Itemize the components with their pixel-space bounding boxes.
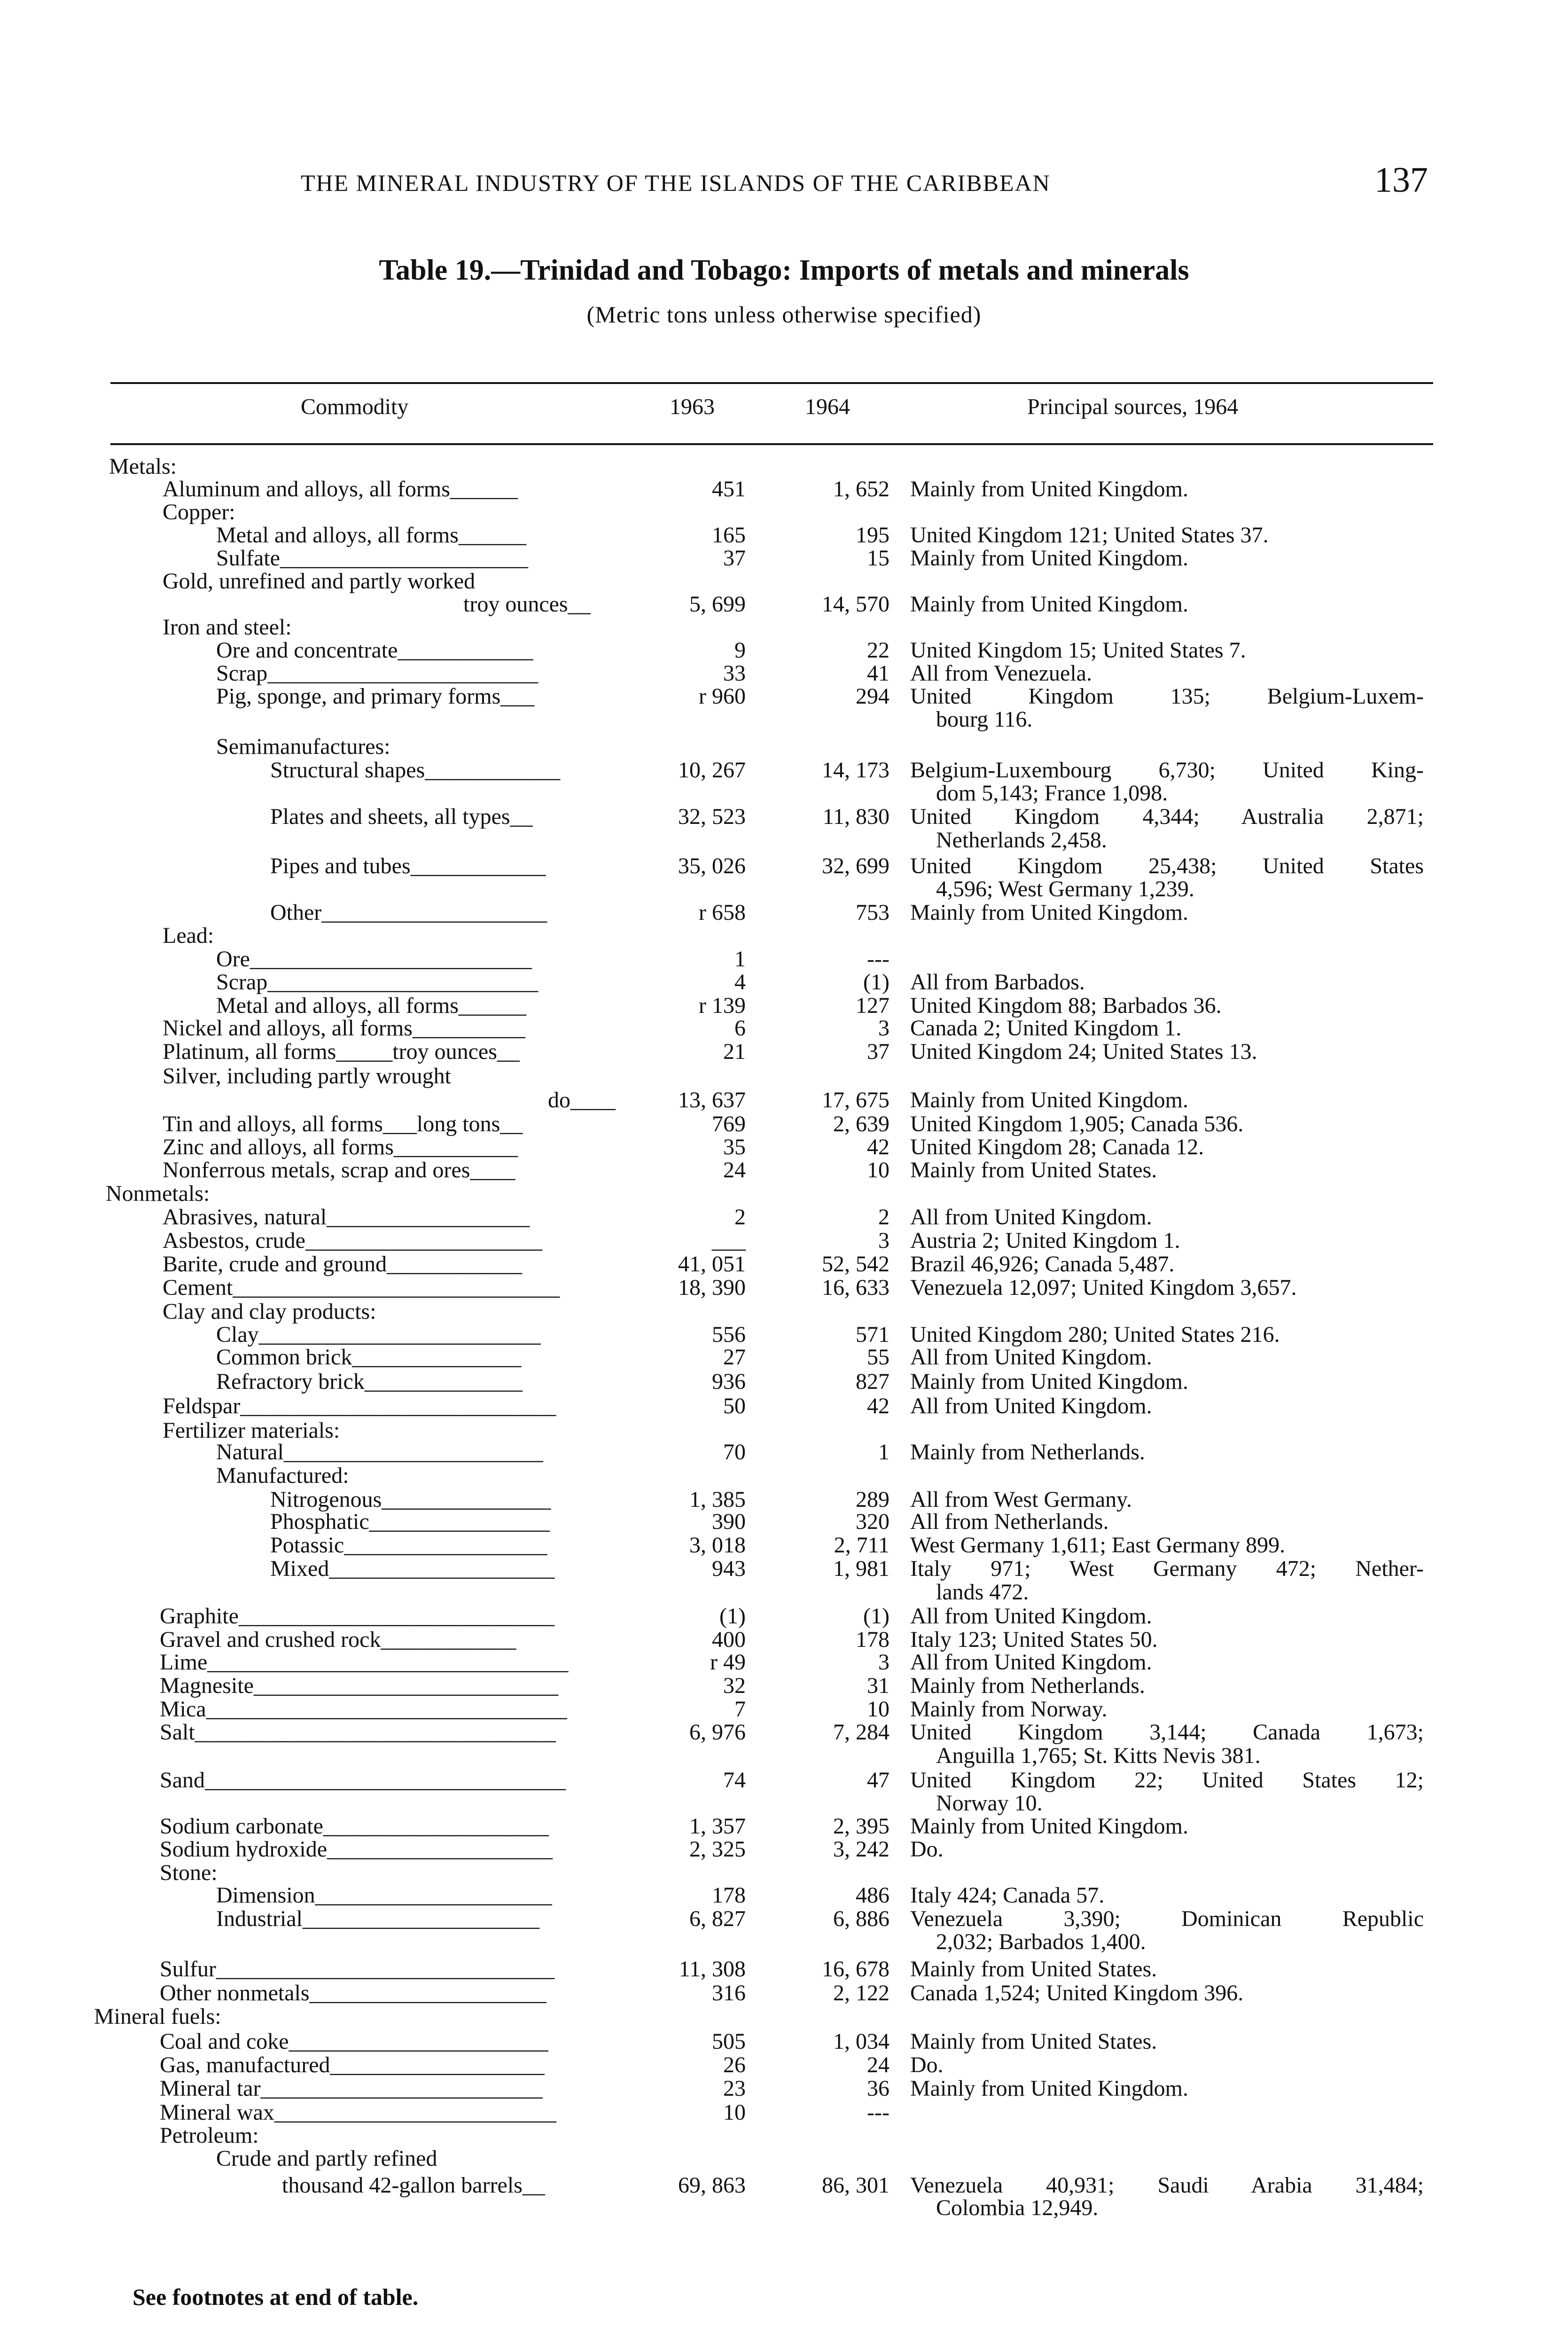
source-cell: Belgium-Luxembourg 6,730; United King- xyxy=(910,758,1424,783)
value-1963-cell: 936 xyxy=(712,1369,746,1394)
table-row xyxy=(0,1344,1568,1372)
value-1964-cell: 10 xyxy=(867,1697,889,1722)
value-1963-cell: 178 xyxy=(712,1883,746,1908)
commodity-cell: Coal and coke_______________________ xyxy=(160,2029,548,2054)
commodity-cell: Semimanufactures: xyxy=(216,734,390,759)
commodity-cell: Pig, sponge, and primary forms___ xyxy=(216,684,535,709)
value-1964-cell: 294 xyxy=(856,684,889,709)
value-1963-cell: 400 xyxy=(712,1627,746,1652)
commodity-cell: Sand________________________________ xyxy=(160,1768,566,1793)
value-1963-cell: 6, 827 xyxy=(689,1906,746,1931)
value-1964-cell: 3 xyxy=(878,1016,889,1041)
commodity-cell: Aluminum and alloys, all forms______ xyxy=(163,477,518,501)
commodity-cell: Barite, crude and ground____________ xyxy=(163,1252,523,1277)
value-1964-cell: 86, 301 xyxy=(822,2173,889,2198)
value-1963-cell: 4 xyxy=(734,970,746,995)
table-row xyxy=(0,2195,1568,2223)
value-1964-cell: 37 xyxy=(867,1039,889,1064)
source-cell: Brazil 46,926; Canada 5,487. xyxy=(910,1252,1175,1277)
source-cell: Italy 424; Canada 57. xyxy=(910,1883,1105,1908)
commodity-cell: Metal and alloys, all forms______ xyxy=(216,523,526,548)
commodity-cell: Gravel and crushed rock____________ xyxy=(160,1627,516,1652)
value-1964-cell: 1 xyxy=(878,1440,889,1465)
source-cell: All from United Kingdom. xyxy=(910,1205,1152,1230)
source-cell: Venezuela 3,390; Dominican Republic xyxy=(910,1906,1424,1931)
value-1964-cell: 31 xyxy=(867,1673,889,1698)
value-1963-cell: r 139 xyxy=(699,993,746,1018)
value-1964-cell: (1) xyxy=(863,970,889,995)
value-1963-cell: 165 xyxy=(712,523,746,548)
source-cell: Do. xyxy=(910,1837,944,1862)
commodity-cell: Mineral tar_________________________ xyxy=(160,2076,543,2101)
source-cell: 2,032; Barbados 1,400. xyxy=(936,1929,1146,1954)
table-row xyxy=(0,1369,1568,1397)
value-1964-cell: 42 xyxy=(867,1135,889,1159)
source-cell: lands 472. xyxy=(936,1580,1029,1605)
source-cell: Mainly from Norway. xyxy=(910,1697,1108,1722)
source-cell: Mainly from United Kingdom. xyxy=(910,1814,1188,1839)
commodity-cell: Asbestos, crude_____________________ xyxy=(163,1228,542,1253)
commodity-cell: Zinc and alloys, all forms___________ xyxy=(163,1135,518,1159)
commodity-cell: Platinum, all forms_____troy ounces__ xyxy=(163,1039,520,1064)
value-1963-cell: 10 xyxy=(723,2100,746,2125)
commodity-cell: Dimension_____________________ xyxy=(216,1883,552,1908)
commodity-cell: do____ xyxy=(548,1088,616,1112)
commodity-cell: Sulfur______________________________ xyxy=(160,1957,554,1982)
source-cell: All from West Germany. xyxy=(910,1487,1132,1512)
commodity-cell: Iron and steel: xyxy=(163,615,292,640)
commodity-cell: Mineral wax_________________________ xyxy=(160,2100,556,2125)
value-1964-cell: 289 xyxy=(856,1487,889,1512)
table-row xyxy=(0,1039,1568,1067)
top-rule xyxy=(110,382,1433,384)
source-cell: Mainly from United States. xyxy=(910,2029,1157,2054)
table-row xyxy=(0,1743,1568,1771)
source-cell: Colombia 12,949. xyxy=(936,2195,1099,2220)
table-row xyxy=(0,2004,1568,2032)
commodity-cell: Nitrogenous_______________ xyxy=(270,1487,551,1512)
commodity-cell: Clay and clay products: xyxy=(163,1299,376,1324)
value-1964-cell: 15 xyxy=(867,546,889,571)
source-cell: United Kingdom 28; Canada 12. xyxy=(910,1135,1204,1159)
footnote-reference: See footnotes at end of table. xyxy=(133,2284,419,2310)
value-1964-cell: 127 xyxy=(856,993,889,1018)
commodity-cell: Sulfate______________________ xyxy=(216,546,528,571)
commodity-cell: Lime________________________________ xyxy=(160,1650,569,1675)
value-1963-cell: 556 xyxy=(712,1322,746,1347)
source-cell: United Kingdom 4,344; Australia 2,871; xyxy=(910,804,1424,829)
source-cell: Mainly from United Kingdom. xyxy=(910,1369,1188,1394)
value-1964-cell: 571 xyxy=(856,1322,889,1347)
table-title: Table 19.—Trinidad and Tobago: Imports of metals and minerals xyxy=(379,254,1189,286)
commodity-cell: Tin and alloys, all forms___long tons__ xyxy=(163,1112,523,1136)
commodity-cell: Metals: xyxy=(109,454,177,479)
value-1964-cell: 2, 395 xyxy=(833,1814,889,1839)
commodity-cell: thousand 42-gallon barrels__ xyxy=(282,2173,545,2198)
commodity-cell: Mixed____________________ xyxy=(270,1556,555,1581)
commodity-cell: Cement_____________________________ xyxy=(163,1275,560,1300)
value-1964-cell: 1, 652 xyxy=(833,477,889,501)
value-1963-cell: 7 xyxy=(734,1697,746,1722)
commodity-cell: Sodium carbonate____________________ xyxy=(160,1814,549,1839)
table-row xyxy=(0,2146,1568,2174)
value-1964-cell: 10 xyxy=(867,1158,889,1183)
commodity-cell: Phosphatic________________ xyxy=(270,1509,550,1534)
value-1964-cell: 14, 570 xyxy=(822,592,889,617)
commodity-cell: Nonmetals: xyxy=(106,1181,210,1206)
source-cell: Austria 2; United Kingdom 1. xyxy=(910,1228,1180,1253)
value-1963-cell: 18, 390 xyxy=(678,1275,746,1300)
commodity-cell: troy ounces__ xyxy=(463,592,591,617)
value-1963-cell: 2 xyxy=(734,1205,746,1230)
source-cell: Mainly from United Kingdom. xyxy=(910,2076,1188,2101)
value-1963-cell: (1) xyxy=(719,1604,746,1629)
source-cell: Mainly from United Kingdom. xyxy=(910,900,1188,925)
value-1964-cell: 1, 981 xyxy=(833,1556,889,1581)
source-cell: All from United Kingdom. xyxy=(910,1345,1152,1370)
commodity-cell: Lead: xyxy=(163,923,214,948)
running-head: THE MINERAL INDUSTRY OF THE ISLANDS OF THE CARIBBEAN xyxy=(301,170,1051,196)
value-1964-cell: 827 xyxy=(856,1369,889,1394)
value-1964-cell: --- xyxy=(867,2100,889,2125)
value-1963-cell: 50 xyxy=(723,1394,746,1418)
commodity-cell: Salt________________________________ xyxy=(160,1720,556,1745)
table-subtitle: (Metric tons unless otherwise specified) xyxy=(586,301,982,328)
value-1963-cell: 32, 523 xyxy=(678,804,746,829)
commodity-cell: Refractory brick______________ xyxy=(216,1369,523,1394)
source-cell: 4,596; West Germany 1,239. xyxy=(936,877,1194,901)
value-1964-cell: 2, 639 xyxy=(833,1112,889,1136)
value-1964-cell: 6, 886 xyxy=(833,1906,889,1931)
value-1964-cell: 753 xyxy=(856,900,889,925)
value-1964-cell: 178 xyxy=(856,1627,889,1652)
value-1964-cell: 47 xyxy=(867,1768,889,1793)
commodity-cell: Mineral fuels: xyxy=(94,2004,221,2029)
value-1963-cell: 11, 308 xyxy=(679,1957,746,1982)
value-1964-cell: 17, 675 xyxy=(822,1088,889,1112)
source-cell: United Kingdom 15; United States 7. xyxy=(910,638,1246,663)
commodity-cell: Gold, unrefined and partly worked xyxy=(163,569,476,594)
source-cell: United Kingdom 25,438; United States xyxy=(910,854,1424,878)
source-cell: Italy 123; United States 50. xyxy=(910,1627,1158,1652)
source-cell: Mainly from United Kingdom. xyxy=(910,592,1188,617)
value-1963-cell: 2, 325 xyxy=(689,1837,746,1862)
value-1963-cell: 26 xyxy=(723,2052,746,2077)
commodity-cell: Mica________________________________ xyxy=(160,1697,567,1722)
commodity-cell: Structural shapes____________ xyxy=(270,758,561,783)
value-1963-cell: 5, 699 xyxy=(689,592,746,617)
value-1963-cell: 35 xyxy=(723,1135,746,1159)
value-1963-cell: 33 xyxy=(723,661,746,686)
value-1963-cell: 505 xyxy=(712,2029,746,2054)
source-cell: All from United Kingdom. xyxy=(910,1650,1152,1675)
commodity-cell: Ore_________________________ xyxy=(216,947,532,971)
value-1964-cell: 22 xyxy=(867,638,889,663)
value-1964-cell: 195 xyxy=(856,523,889,548)
value-1963-cell: 70 xyxy=(723,1440,746,1465)
value-1964-cell: --- xyxy=(867,947,889,971)
source-cell: All from United Kingdom. xyxy=(910,1604,1152,1629)
source-cell: Mainly from United States. xyxy=(910,1158,1157,1183)
commodity-cell: Feldspar____________________________ xyxy=(163,1394,556,1418)
source-cell: Mainly from United Kingdom. xyxy=(910,546,1188,571)
value-1964-cell: 3 xyxy=(878,1650,889,1675)
value-1963-cell: 1 xyxy=(734,947,746,971)
value-1963-cell: 3, 018 xyxy=(689,1533,746,1558)
commodity-cell: Stone: xyxy=(160,1860,218,1885)
commodity-cell: Sodium hydroxide____________________ xyxy=(160,1837,553,1862)
table-row xyxy=(0,827,1568,855)
commodity-cell: Magnesite___________________________ xyxy=(160,1673,558,1698)
source-cell: West Germany 1,611; East Germany 899. xyxy=(910,1533,1286,1558)
value-1963-cell: 74 xyxy=(723,1768,746,1793)
value-1963-cell: 943 xyxy=(712,1556,746,1581)
source-cell: Mainly from United Kingdom. xyxy=(910,1088,1188,1112)
table-row xyxy=(0,1929,1568,1957)
value-1964-cell: 2 xyxy=(878,1205,889,1230)
source-cell: All from Barbados. xyxy=(910,970,1085,995)
source-cell: Mainly from Netherlands. xyxy=(910,1440,1145,1465)
commodity-cell: Nonferrous metals, scrap and ores____ xyxy=(163,1158,515,1183)
commodity-cell: Clay_________________________ xyxy=(216,1322,541,1347)
source-cell: dom 5,143; France 1,098. xyxy=(936,781,1168,806)
value-1963-cell: 9 xyxy=(734,638,746,663)
value-1964-cell: 2, 122 xyxy=(833,1981,889,2005)
commodity-cell: Gas, manufactured___________________ xyxy=(160,2052,545,2077)
source-cell: Canada 2; United Kingdom 1. xyxy=(910,1016,1182,1041)
value-1963-cell: 10, 267 xyxy=(678,758,746,783)
source-cell: United Kingdom 22; United States 12; xyxy=(910,1768,1424,1793)
value-1963-cell: 41, 051 xyxy=(678,1252,746,1277)
commodity-cell: Petroleum: xyxy=(160,2123,259,2148)
value-1964-cell: 16, 678 xyxy=(822,1957,889,1982)
header-sources: Principal sources, 1964 xyxy=(1027,394,1239,419)
commodity-cell: Crude and partly refined xyxy=(216,2146,437,2171)
source-cell: United Kingdom 135; Belgium-Luxem- xyxy=(910,684,1424,709)
commodity-cell: Other nonmetals_____________________ xyxy=(160,1981,546,2005)
source-cell: bourg 116. xyxy=(936,707,1033,732)
source-cell: Mainly from United Kingdom. xyxy=(910,477,1188,501)
value-1963-cell: 35, 026 xyxy=(678,854,746,878)
value-1963-cell: 32 xyxy=(723,1673,746,1698)
header-1963: 1963 xyxy=(670,394,715,419)
value-1963-cell: r 960 xyxy=(699,684,746,709)
value-1964-cell: 2, 711 xyxy=(834,1533,889,1558)
value-1963-cell: 13, 637 xyxy=(678,1088,746,1112)
source-cell: Netherlands 2,458. xyxy=(936,828,1107,853)
source-cell: All from United Kingdom. xyxy=(910,1394,1152,1418)
table-row xyxy=(0,706,1568,735)
commodity-cell: Metal and alloys, all forms______ xyxy=(216,993,526,1018)
page-number: 137 xyxy=(1374,160,1428,200)
value-1963-cell: 27 xyxy=(723,1345,746,1370)
source-cell: Mainly from Netherlands. xyxy=(910,1673,1145,1698)
value-1963-cell: 21 xyxy=(723,1039,746,1064)
commodity-cell: Plates and sheets, all types__ xyxy=(270,804,533,829)
commodity-cell: Other____________________ xyxy=(270,900,547,925)
source-cell: Venezuela 40,931; Saudi Arabia 31,484; xyxy=(910,2173,1424,2198)
value-1964-cell: (1) xyxy=(863,1604,889,1629)
value-1964-cell: 486 xyxy=(856,1883,889,1908)
header-rule xyxy=(110,443,1433,445)
source-cell: Norway 10. xyxy=(936,1791,1043,1816)
value-1963-cell: 390 xyxy=(712,1509,746,1534)
source-cell: Italy 971; West Germany 472; Nether- xyxy=(910,1556,1424,1581)
source-cell: Mainly from United States. xyxy=(910,1957,1157,1982)
commodity-cell: Graphite____________________________ xyxy=(160,1604,554,1629)
value-1964-cell: 7, 284 xyxy=(833,1720,889,1745)
source-cell: United Kingdom 3,144; Canada 1,673; xyxy=(910,1720,1424,1745)
value-1963-cell: 316 xyxy=(712,1981,746,2005)
value-1964-cell: 32, 699 xyxy=(822,854,889,878)
source-cell: Anguilla 1,765; St. Kitts Nevis 381. xyxy=(936,1743,1261,1768)
value-1963-cell: 1, 357 xyxy=(689,1814,746,1839)
value-1963-cell: 37 xyxy=(723,546,746,571)
value-1964-cell: 52, 542 xyxy=(822,1252,889,1277)
commodity-cell: Nickel and alloys, all forms__________ xyxy=(163,1016,525,1041)
header-commodity: Commodity xyxy=(301,394,409,419)
value-1963-cell: 6 xyxy=(734,1016,746,1041)
commodity-cell: Scrap________________________ xyxy=(216,970,538,995)
table-row xyxy=(0,1393,1568,1421)
value-1963-cell: 6, 976 xyxy=(689,1720,746,1745)
source-cell: Venezuela 12,097; United Kingdom 3,657. xyxy=(910,1275,1297,1300)
value-1964-cell: 3 xyxy=(878,1228,889,1253)
value-1964-cell: 55 xyxy=(867,1345,889,1370)
value-1963-cell: 1, 385 xyxy=(689,1487,746,1512)
value-1963-cell: 769 xyxy=(712,1112,746,1136)
value-1964-cell: 3, 242 xyxy=(833,1837,889,1862)
commodity-cell: Scrap________________________ xyxy=(216,661,538,686)
source-cell: United Kingdom 121; United States 37. xyxy=(910,523,1269,548)
value-1963-cell: ___ xyxy=(712,1228,746,1253)
header-1964: 1964 xyxy=(805,394,850,419)
commodity-cell: Ore and concentrate____________ xyxy=(216,638,533,663)
value-1964-cell: 36 xyxy=(867,2076,889,2101)
source-cell: United Kingdom 88; Barbados 36. xyxy=(910,993,1222,1018)
value-1963-cell: 451 xyxy=(712,477,746,501)
value-1963-cell: r 658 xyxy=(699,900,746,925)
value-1964-cell: 41 xyxy=(867,661,889,686)
commodity-cell: Manufactured: xyxy=(216,1463,349,1488)
commodity-cell: Potassic__________________ xyxy=(270,1533,547,1558)
value-1964-cell: 11, 830 xyxy=(822,804,889,829)
value-1963-cell: 24 xyxy=(723,1158,746,1183)
value-1964-cell: 24 xyxy=(867,2052,889,2077)
value-1964-cell: 16, 633 xyxy=(822,1275,889,1300)
commodity-cell: Silver, including partly wrought xyxy=(163,1064,451,1089)
value-1964-cell: 1, 034 xyxy=(833,2029,889,2054)
value-1964-cell: 320 xyxy=(856,1509,889,1534)
commodity-cell: Fertilizer materials: xyxy=(163,1418,340,1443)
source-cell: United Kingdom 24; United States 13. xyxy=(910,1039,1257,1064)
source-cell: United Kingdom 1,905; Canada 536. xyxy=(910,1112,1244,1136)
source-cell: Canada 1,524; United Kingdom 396. xyxy=(910,1981,1244,2005)
commodity-cell: Natural_______________________ xyxy=(216,1440,543,1465)
value-1963-cell: r 49 xyxy=(710,1650,746,1675)
value-1964-cell: 14, 173 xyxy=(822,758,889,783)
value-1963-cell: 23 xyxy=(723,2076,746,2101)
commodity-cell: Abrasives, natural__________________ xyxy=(163,1205,530,1230)
commodity-cell: Copper: xyxy=(163,500,235,525)
commodity-cell: Industrial_____________________ xyxy=(216,1906,539,1931)
value-1964-cell: 42 xyxy=(867,1394,889,1418)
source-cell: All from Netherlands. xyxy=(910,1509,1109,1534)
value-1963-cell: 69, 863 xyxy=(678,2173,746,2198)
commodity-cell: Pipes and tubes____________ xyxy=(270,854,546,878)
source-cell: Do. xyxy=(910,2052,944,2077)
commodity-cell: Common brick_______________ xyxy=(216,1345,522,1370)
source-cell: All from Venezuela. xyxy=(910,661,1092,686)
source-cell: United Kingdom 280; United States 216. xyxy=(910,1322,1280,1347)
